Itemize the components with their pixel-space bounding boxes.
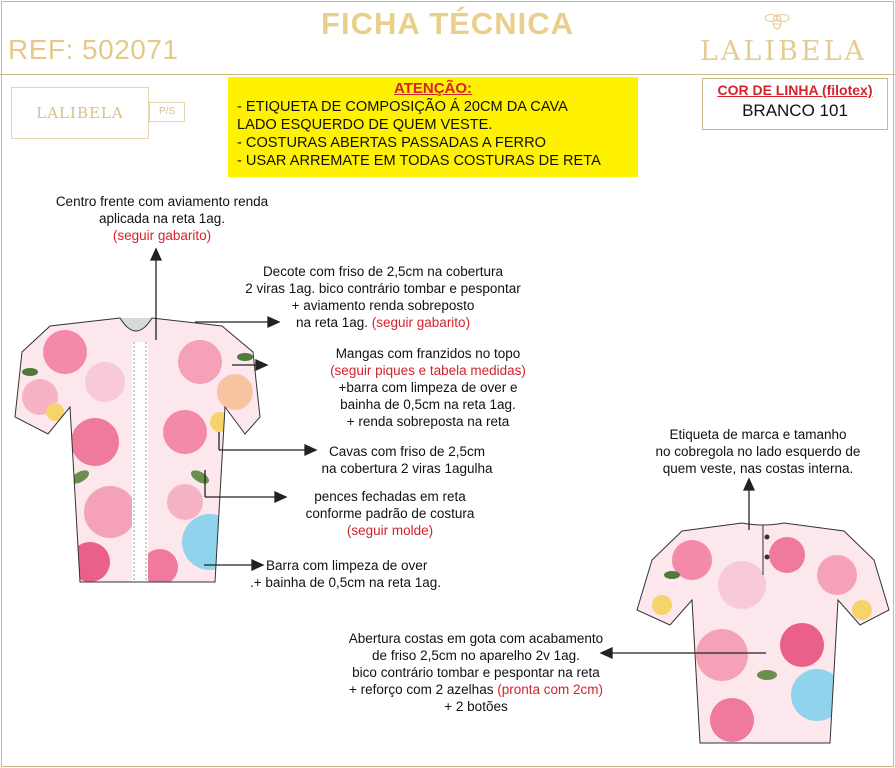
note-line: Etiqueta de marca e tamanho [669,427,847,442]
size-label-sample: P/S [149,102,185,122]
note-mangas [308,345,548,430]
note-line: + renda sobreposta na reta [346,414,510,429]
note-line: pences fechadas em reta [314,489,466,504]
attention-line: - ETIQUETA DE COMPOSIÇÃO Á 20CM DA CAVA [237,99,568,115]
note-line-red: (seguir molde) [346,523,434,538]
note-line: Cavas com friso de 2,5cm [328,444,486,459]
note-text: + reforço com 2 azelhas [349,682,494,697]
note-line: Decote com friso de 2,5cm na cobertura [262,264,504,279]
note-line: aplicada na reta 1ag. [98,211,226,226]
note-abertura [326,630,626,715]
note-text-red: (seguir gabarito) [371,315,471,330]
attention-title: ATENÇÃO: [393,80,473,97]
thread-color-value: BRANCO 101 [742,101,848,120]
note-line [218,314,548,331]
note-line: de friso 2,5cm no aparelho 2v 1ag. [372,648,580,663]
note-line: quem veste, nas costas interna. [662,461,854,476]
attention-line: - USAR ARREMATE EM TODAS COSTURAS DE RETA [237,153,601,169]
label-brand-text: LALIBELA [36,104,124,122]
note-line: +barra com limpeza de over e [338,380,518,395]
note-line: Mangas com franzidos no topo [335,346,521,361]
note-line: Abertura costas em gota com acabamento [348,631,604,646]
note-barra [250,557,480,591]
note-line: + aviamento renda sobreposto [291,298,475,313]
note-line-red: (seguir piques e tabela medidas) [330,363,526,378]
note-line: Barra com limpeza de over [266,558,428,573]
note-line-red: (seguir gabarito) [112,228,212,243]
attention-line: - COSTURAS ABERTAS PASSADAS A FERRO [237,135,546,151]
note-pences [280,488,500,539]
note-text: na reta 1ag. [295,315,368,330]
note-line: conforme padrão de costura [305,506,475,521]
arrow-head [256,360,267,370]
note-decote [218,263,548,331]
note-line [326,681,626,698]
note-etiqueta [640,426,876,477]
brand-logo: LALIBELA [700,36,868,67]
thread-color-label: COR DE LINHA (filotex) [717,82,873,98]
note-cavas [302,443,512,477]
note-line: Centro frente com aviamento renda [55,194,269,209]
note-line: .+ bainha de 0,5cm na reta 1ag. [250,575,442,590]
reference-code: REF: 502071 [8,34,179,65]
note-line: na cobertura 2 viras 1agulha [321,461,493,476]
note-line: bainha de 0,5cm na reta 1ag. [340,397,516,412]
page-title: FICHA TÉCNICA [321,6,574,41]
note-line: bico contrário tombar e pespontar na reta [352,665,600,680]
note-line: + 2 botões [444,699,508,714]
note-line: 2 viras 1ag. bico contrário tombar e pespontar [245,281,521,296]
note-text-red: (pronta com 2cm) [497,682,603,697]
attention-line: LADO ESQUERDO DE QUEM VESTE. [237,117,493,133]
note-centro-frente [32,193,292,244]
note-line: no cobregola no lado esquerdo de [655,444,861,459]
